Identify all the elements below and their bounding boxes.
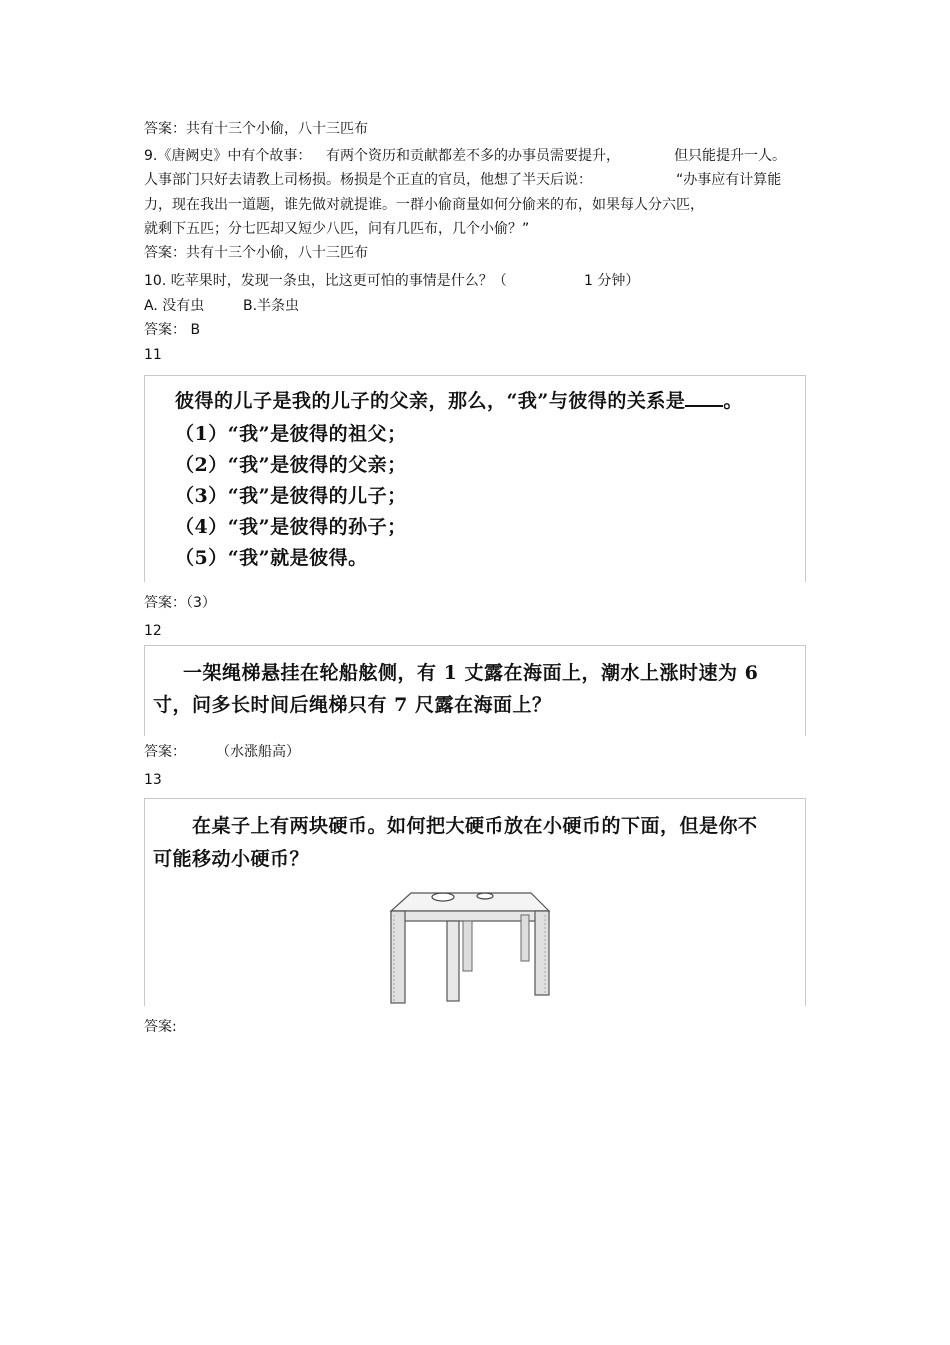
q11-answer-blank	[685, 391, 723, 407]
q11-stem-end: 。	[723, 390, 743, 412]
q9-line1b: 有两个资历和贡献都差不多的办事员需要提升，	[326, 148, 620, 164]
q12-scanned-box	[144, 645, 806, 736]
q11-option-2: （2）“我”是彼得的父亲；	[175, 454, 407, 476]
answer-8: 答案：共有十三个小偷，八十三匹布	[144, 121, 368, 137]
q10-option-b: B.半条虫	[243, 298, 300, 314]
q11-scanned-box	[144, 375, 806, 582]
q9-line2b: “办事应有计算能	[676, 172, 782, 188]
q12-line2: 寸，问多长时间后绳梯只有 7 尺露在海面上？	[153, 694, 552, 716]
q9-line2a: 人事部门只好去请教上司杨损。杨损是个正直的官员，他想了半天后说：	[144, 172, 592, 188]
table-with-coins-illustration	[381, 875, 561, 1005]
q9-line4: 就剩下五匹；分七匹却又短少八匹，问有几匹布，几个小偷？”	[144, 221, 530, 237]
answer-12-label: 答案：	[144, 744, 186, 760]
q9-line1a: 9.《唐阙史》中有个故事：	[144, 148, 312, 164]
q11-option-1: （1）“我”是彼得的祖父；	[175, 423, 407, 445]
q10-option-a: A. 没有虫	[144, 298, 205, 314]
q12-number: 12	[144, 623, 162, 639]
q13-number: 13	[144, 772, 162, 788]
q11-option-5: （5）“我”就是彼得。	[175, 547, 368, 569]
q10-time: 1 分钟）	[584, 273, 640, 289]
q13-scanned-box	[144, 798, 806, 1006]
answer-9: 答案：共有十三个小偷，八十三匹布	[144, 245, 368, 261]
q9-line3: 力，现在我出一道题，谁先做对就提谁。一群小偷商量如何分偷来的布，如果每人分六匹，	[144, 197, 704, 213]
answer-11: 答案：（3）	[144, 595, 216, 611]
q11-option-3: （3）“我”是彼得的儿子；	[175, 485, 407, 507]
q12-line1: 一架绳梯悬挂在轮船舷侧，有 1 丈露在海面上，潮水上涨时速为 6	[183, 662, 759, 684]
q11-stem-text: 彼得的儿子是我的儿子的父亲，那么，“我”与彼得的关系是	[175, 390, 686, 412]
q11-stem	[175, 386, 743, 413]
answer-10: 答案： B	[144, 322, 201, 338]
q11-number: 11	[144, 347, 162, 363]
answer-12-value: （水涨船高）	[216, 744, 300, 760]
q13-line2: 可能移动小硬币？	[153, 848, 310, 870]
q10-question: 10. 吃苹果时，发现一条虫，比这更可怕的事情是什么？（	[144, 273, 507, 289]
answer-13: 答案:	[144, 1019, 177, 1035]
q11-option-4: （4）“我”是彼得的孙子；	[175, 516, 407, 538]
q9-line1c: 但只能提升一人。	[674, 148, 786, 164]
q13-line1: 在桌子上有两块硬币。如何把大硬币放在小硬币的下面，但是你不	[192, 815, 758, 837]
